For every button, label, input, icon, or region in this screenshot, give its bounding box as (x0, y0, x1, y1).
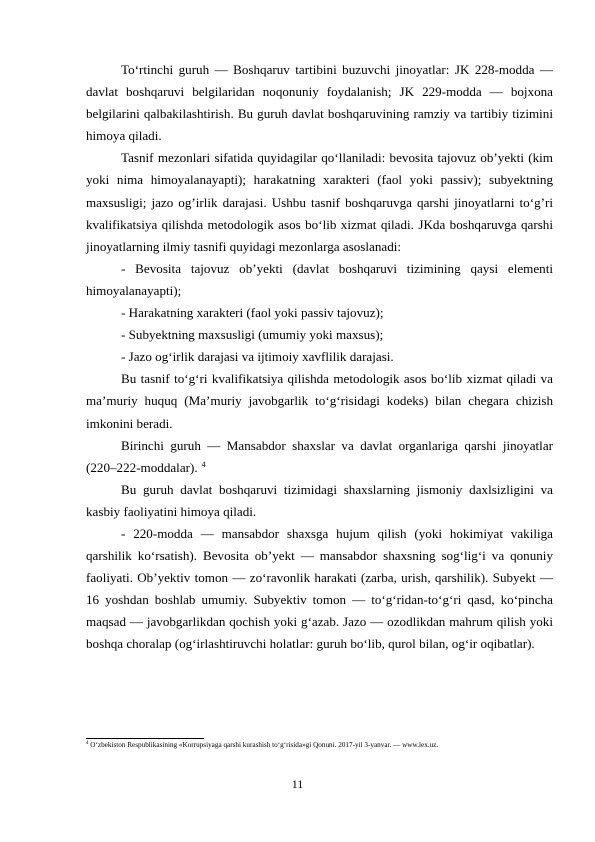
footnote-reference[interactable]: 4 (201, 459, 206, 469)
list-item-severity: - Jazo og‘irlik darajasi va ijtimoiy xavflilik darajasi. (121, 349, 394, 365)
list-item-subject: - Subyektning maxsusligi (umumiy yoki maxsus); (121, 327, 384, 343)
paragraph-methodological-basis: Bu tasnif to‘g‘ri kvalifikatsiya qilishda metodologik asos bo‘lib xizmat qiladi va ma’muriy huquq (Ma’muriy javobgarlik to‘g‘risidagi kodeks) bilan chegara chizish imkonini beradi. (86, 371, 553, 431)
paragraph-first-group (86, 435, 553, 479)
footnote (86, 741, 553, 751)
list-item-action-character: - Harakatning xarakteri (faol yoki passiv tajovuz); (121, 305, 384, 321)
footnote-text: O‘zbekiston Respublikasining «Korrupsiyaga qarshi kurashish to‘g‘risida»gi Qonuni. 2017-yil 3-yanvar. — www.lex.uz. (90, 741, 439, 749)
page-number: 11 (291, 777, 304, 791)
footnote-marker: 4 (86, 741, 89, 746)
list-item-object: - Bevosita tajovuz ob’yekti (davlat boshqaruvi tizimining qaysi elementi himoyalanayapti); (86, 260, 553, 298)
paragraph-fourth-group: To‘rtinchi guruh — Boshqaruv tartibini buzuvchi jinoyatlar: JK 228-modda — davlat boshqaruvi belgilaridan noqonuniy foydalanish; JK 229-modda — bojxona belgilarini qalbakilashtirish. Bu guruh davlat boshqaruvining ramziy va tartibiy tizimini himoya qiladi. (86, 62, 553, 144)
paragraph-article-220: - 220-modda — mansabdor shaxsga hujum qilish (yoki hokimiyat vakiliga qarshilik ko‘rsatish). Bevosita ob’yekt — mansabdor shaxsning sog‘lig‘i va qonuniy faoliyati. Ob’yektiv tomon — zo‘ravonlik harakati (zarba, urish, qarshilik). Subyekt — 16 yoshdan boshlab umumiy. Subyektiv tomon — to‘g‘ridan-to‘g‘ri qasd, ko‘pincha maqsad — javobgarlikdan qochish yoki g‘azab. Jazo — ozodlikdan mahrum qilish yoki boshqa choralap (og‘irlashtiruvchi holatlar: guruh bo‘lib, qurol bilan, og‘ir oqibatlar). (86, 525, 553, 652)
paragraph-classification-criteria: Tasnif mezonlari sifatida quyidagilar qo‘llaniladi: bevosita tajovuz ob’yekti (kim yoki nima himoyalanayapti); harakatning xarakteri (faol yoki passiv); subyektning maxsusligi; jazo og’irlik darajasi. Ushbu tasnif boshqaruvga qarshi jinoyatlarni to‘g’ri kvalifikatsiya qilishda metodologik asos bo‘lib xizmat qiladi. JKda boshqaruvga qarshi jinoyatlarning ilmiy tasnifi quyidagi mezonlarga asoslanadi: (86, 150, 553, 254)
page-body (86, 59, 553, 656)
footnote-divider (86, 738, 204, 739)
paragraph-group-protection: Bu guruh davlat boshqaruvi tizimidagi shaxslarning jismoniy daxlsizligini va kasbiy faoliyatini himoya qiladi. (86, 481, 553, 519)
first-group-text: Birinchi guruh — Mansabdor shaxslar va davlat organlariga qarshi jinoyatlar (220–222-moddalar). (86, 437, 553, 475)
